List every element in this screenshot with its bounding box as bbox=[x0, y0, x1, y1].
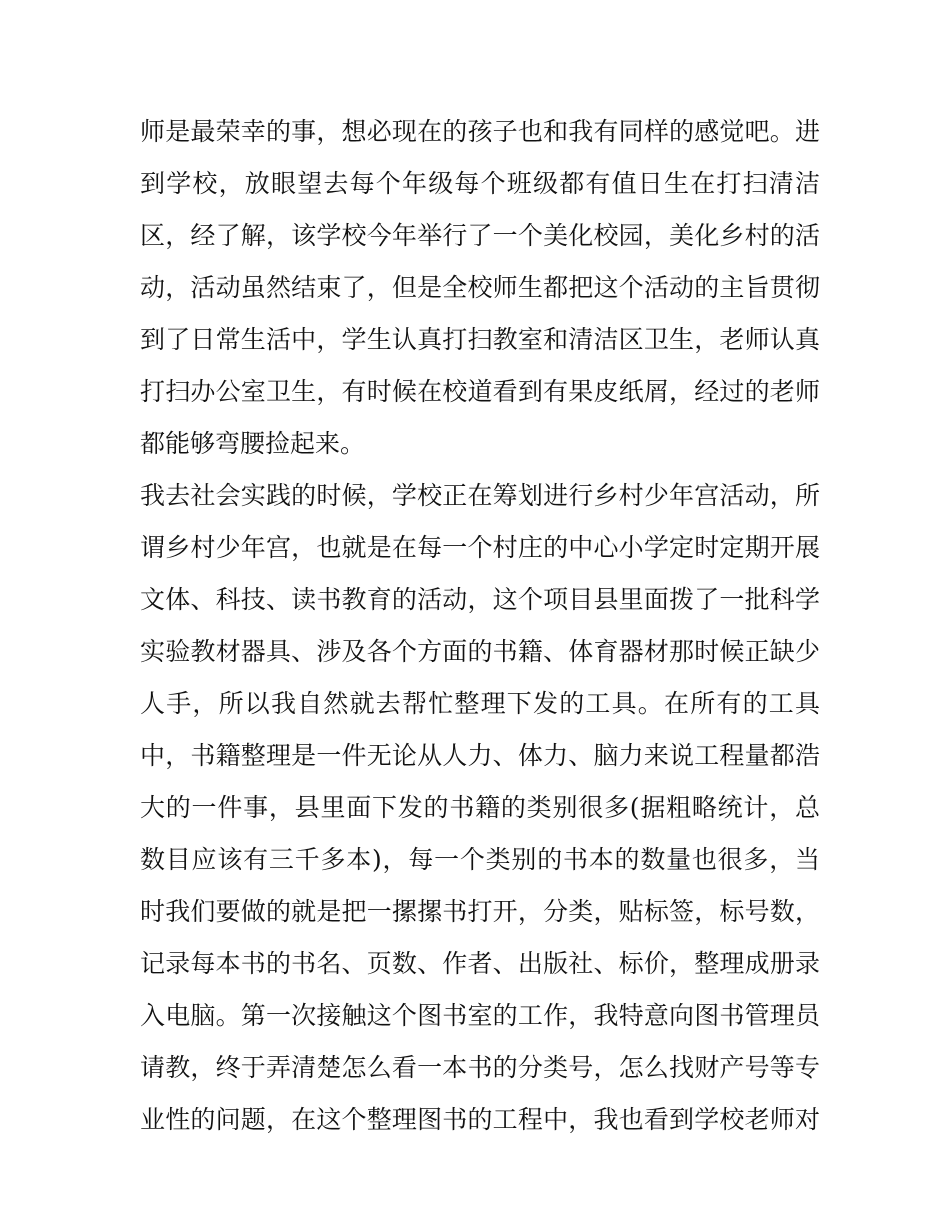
text-line: 记录每本书的书名、页数、作者、出版社、标价，整理成册录 bbox=[140, 949, 820, 978]
text-line: 时我们要做的就是把一摞摞书打开，分类，贴标签，标号数， bbox=[140, 897, 820, 926]
text-line: 谓乡村少年宫，也就是在每一个村庄的中心小学定时定期开展 bbox=[140, 533, 820, 562]
text-line: 业性的问题，在这个整理图书的工程中，我也看到学校老师对 bbox=[140, 1105, 820, 1134]
text-line: 中，书籍整理是一件无论从人力、体力、脑力来说工程量都浩 bbox=[140, 741, 820, 770]
text-line: 文体、科技、读书教育的活动，这个项目县里面拨了一批科学 bbox=[140, 585, 820, 614]
text-line: 实验教材器具、涉及各个方面的书籍、体育器材那时候正缺少 bbox=[140, 637, 820, 666]
text-line: 打扫办公室卫生，有时候在校道看到有果皮纸屑，经过的老师 bbox=[140, 377, 820, 406]
text-line: 动，活动虽然结束了，但是全校师生都把这个活动的主旨贯彻 bbox=[140, 273, 820, 302]
text-line: 我去社会实践的时候，学校正在筹划进行乡村少年宫活动，所 bbox=[140, 481, 820, 510]
text-line: 区，经了解，该学校今年举行了一个美化校园，美化乡村的活 bbox=[140, 221, 820, 250]
text-line: 都能够弯腰捡起来。 bbox=[140, 429, 366, 458]
text-line: 入电脑。第一次接触这个图书室的工作，我特意向图书管理员 bbox=[140, 1001, 820, 1030]
text-line: 人手，所以我自然就去帮忙整理下发的工具。在所有的工具 bbox=[140, 689, 820, 718]
text-line: 大的一件事，县里面下发的书籍的类别很多(据粗略统计，总 bbox=[140, 793, 820, 822]
text-line: 请教，终于弄清楚怎么看一本书的分类号，怎么找财产号等专 bbox=[140, 1053, 820, 1082]
text-line: 师是最荣幸的事，想必现在的孩子也和我有同样的感觉吧。进 bbox=[140, 117, 820, 146]
text-line: 到了日常生活中，学生认真打扫教室和清洁区卫生，老师认真 bbox=[140, 325, 820, 354]
text-line: 数目应该有三千多本)，每一个类别的书本的数量也很多，当 bbox=[140, 845, 820, 874]
text-line: 到学校，放眼望去每个年级每个班级都有值日生在打扫清洁 bbox=[140, 169, 820, 198]
